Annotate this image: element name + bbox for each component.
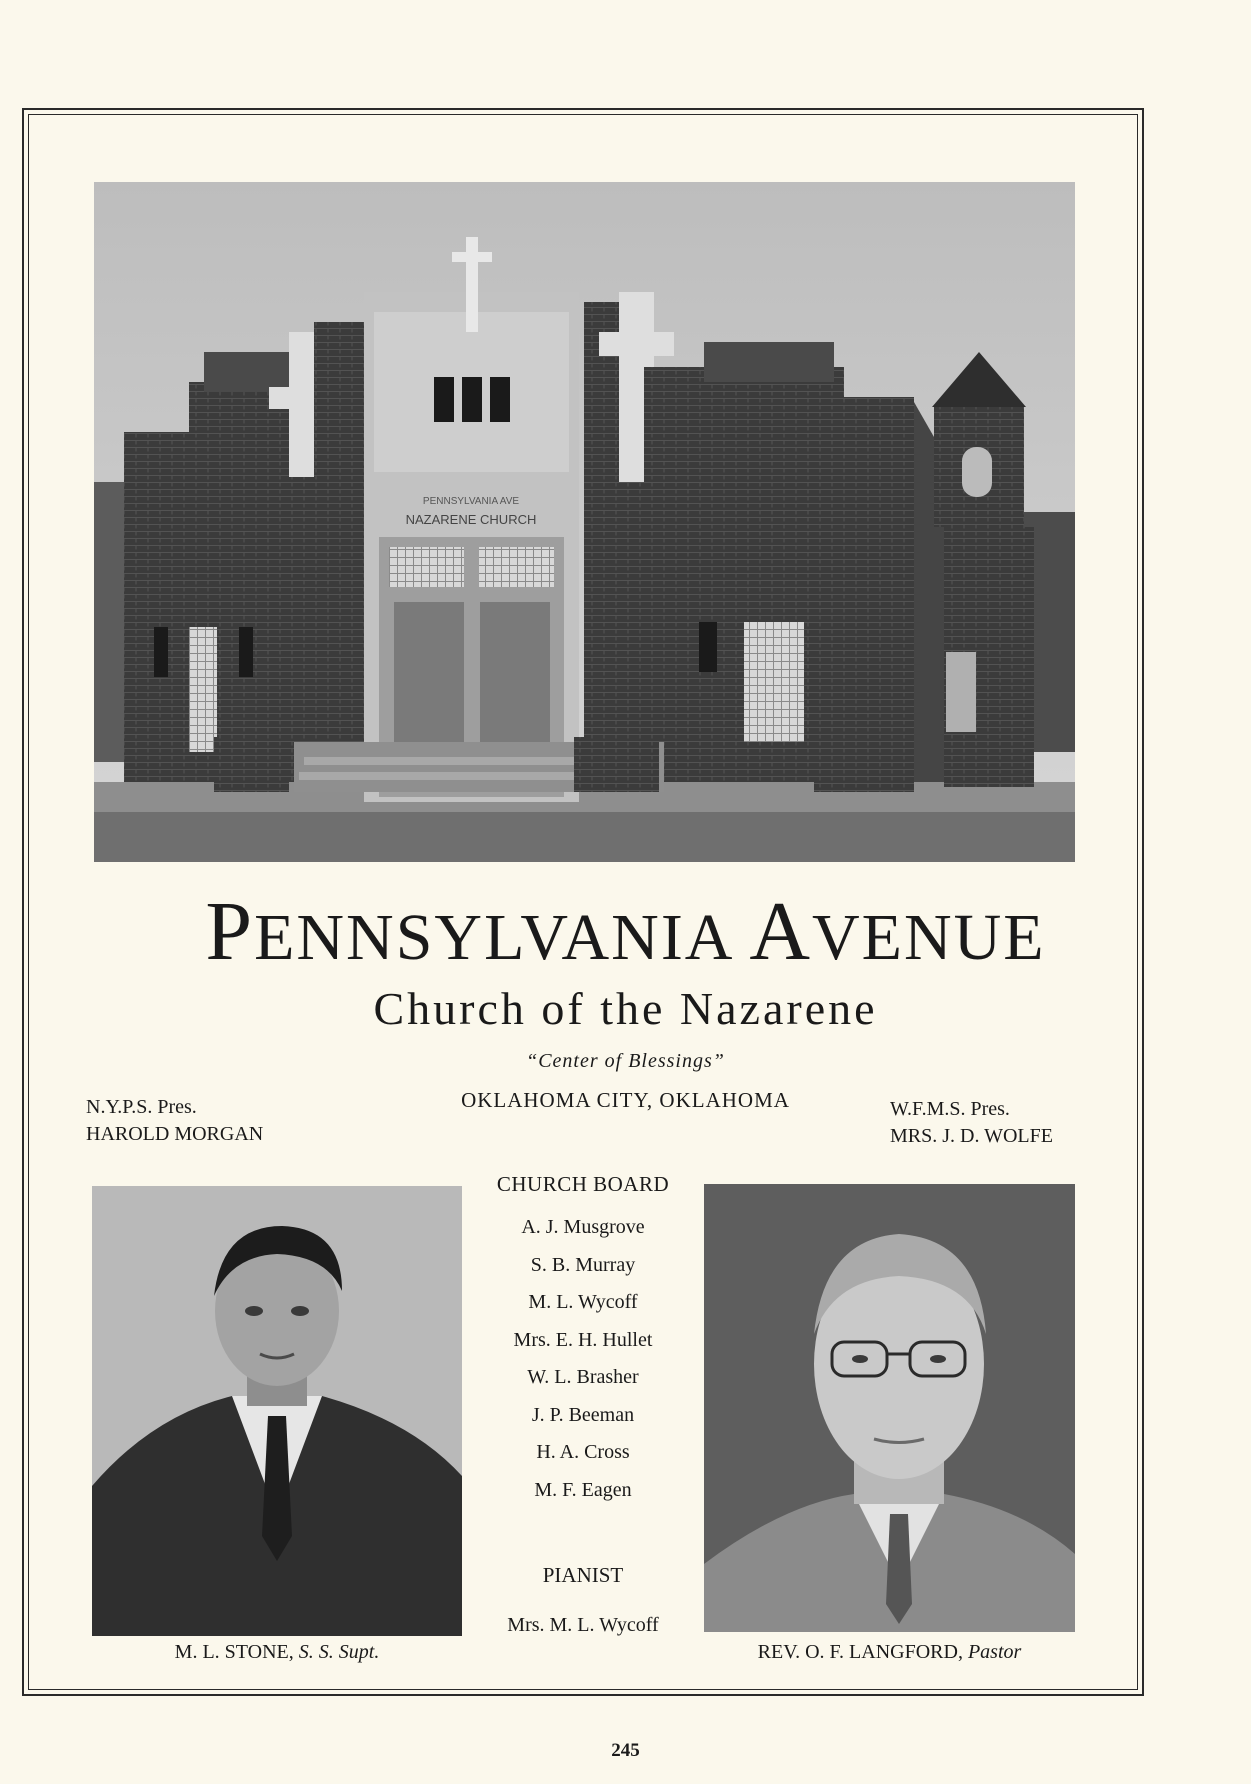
board-member: S. B. Murray [530, 1253, 636, 1276]
sign-line-1: PENNSYLVANIA AVE [422, 496, 520, 507]
wfms-role: W.F.M.S. Pres. [890, 1098, 1010, 1120]
caption-langford-role: Pastor [967, 1641, 1022, 1663]
nyps-name: HAROLD MORGAN [86, 1123, 264, 1145]
caption-langford [704, 1641, 1075, 1664]
church-board-heading: CHURCH BOARD [496, 1172, 670, 1196]
page-title [0, 885, 1251, 978]
motto: “Center of Blessings” [526, 1050, 725, 1072]
board-member: M. L. Wycoff [528, 1291, 638, 1313]
caption-langford-name: REV. O. F. LANGFORD, [757, 1641, 963, 1663]
board-member: Mrs. E. H. Hullet [513, 1328, 653, 1351]
board-member: M. F. Eagen [534, 1478, 632, 1501]
caption-stone [92, 1641, 462, 1664]
board-member: W. L. Brasher [527, 1366, 639, 1388]
caption-stone-role: S. S. Supt. [298, 1641, 380, 1663]
church-building-photo [94, 182, 1075, 862]
title-initial-p: P [205, 885, 255, 978]
board-member: H. A. Cross [536, 1441, 630, 1463]
page-number: 245 [611, 1740, 640, 1761]
pianist-name: Mrs. M. L. Wycoff [507, 1614, 659, 1636]
pianist-heading: PIANIST [542, 1563, 624, 1587]
title-initial-a: A [749, 885, 812, 978]
nyps-officer [86, 1094, 263, 1148]
board-member: J. P. Beeman [531, 1403, 635, 1426]
church-board [470, 1172, 696, 1509]
church-board-list [470, 1209, 696, 1509]
title-word-1-rest: ENNSYLVANIA [254, 901, 731, 974]
title-word-2-rest: VENUE [812, 901, 1046, 974]
board-member: A. J. Musgrove [521, 1216, 645, 1238]
portrait-m-l-stone [92, 1186, 462, 1636]
portrait-o-f-langford [704, 1184, 1075, 1632]
wfms-name: MRS. J. D. WOLFE [890, 1125, 1053, 1147]
page-subtitle: Church of the Nazarene [373, 983, 878, 1034]
sign-line-2: NAZARENE CHURCH [405, 512, 537, 527]
wfms-officer [890, 1096, 1053, 1150]
nyps-role: N.Y.P.S. Pres. [86, 1096, 197, 1118]
city-location: OKLAHOMA CITY, OKLAHOMA [461, 1088, 790, 1112]
caption-stone-name: M. L. STONE, [174, 1641, 294, 1663]
